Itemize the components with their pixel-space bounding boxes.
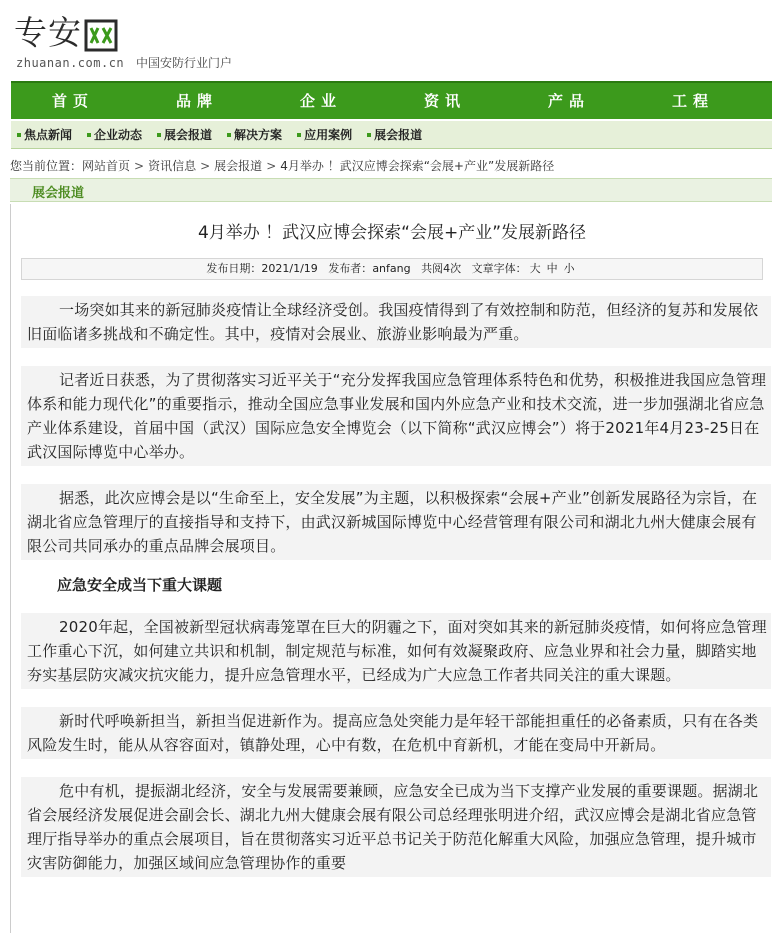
section-header <box>10 178 772 202</box>
bullet-icon <box>367 133 371 137</box>
author-label: 发布者： <box>328 262 373 275</box>
logo-net-glyph <box>84 19 118 52</box>
tagline-text: 中国安防行业门户 <box>135 56 232 70</box>
bullet-icon <box>87 133 91 137</box>
paragraph: 2020年起，全国被新型冠状病毒笼罩在巨大的阴霾之下，面对突如其来的新冠肺炎疫情，如何将应急管理工作重心下沉，如何建立共识和机制，制定规范与标准，如何有效凝聚政府、应急业界和社会力量，脚踏实地夯实基层防灾减灾抗灾能力，提升应急管理水平，已经成为广大应急工作者共同关注的重大课题。 <box>21 613 771 689</box>
article-title: 4月举办 ！武汉应博会探索“会展+产业”发展新路径 <box>197 223 587 243</box>
breadcrumb <box>10 157 554 174</box>
paragraph: 一场突如其来的新冠肺炎疫情让全球经济受创。我国疫情得到了有效控制和防范，但经济的复苏和发展依旧面临诸多挑战和不确定性。其中，疫情对会展业、旅游业影响最为严重。 <box>21 296 771 348</box>
main-nav <box>11 81 772 119</box>
font-size-label: 文章字体： <box>471 262 527 275</box>
article-body <box>21 296 771 895</box>
breadcrumb-separator-icon: > <box>134 159 145 173</box>
bullet-icon <box>227 133 231 137</box>
breadcrumb-separator-icon: > <box>200 159 211 173</box>
sub-nav <box>11 121 772 149</box>
site-tagline <box>16 54 232 71</box>
subnav-expo-reports[interactable]: 展会报道 <box>157 126 212 143</box>
paragraph: 危中有机，提振湖北经济，安全与发展需要兼顾，应急安全已成为当下支撑产业发展的重要课题。据湖北省会展经济发展促进会副会长、湖北九州大健康会展有限公司总经理张明进介绍，武汉应博会是湖北省应急管理厅指导举办的重点会展项目，旨在贯彻落实习近平总书记关于防范化解重大风险，加强应急管理，提升城市灾害防御能力，加强区域间应急管理协作的重要 <box>21 777 771 877</box>
nav-enterprise[interactable]: 企业 <box>299 92 342 110</box>
subnav-expo-reports-2[interactable]: 展会报道 <box>367 126 422 143</box>
bullet-icon <box>157 133 161 137</box>
article-meta <box>21 258 763 280</box>
site-url: zhuanan.com.cn <box>16 56 125 70</box>
breadcrumb-current[interactable]: 4月举办 ！武汉应博会探索“会展+产业”发展新路径 <box>280 159 555 173</box>
date-label: 发布日期： <box>206 262 262 275</box>
font-size-medium[interactable]: 中 <box>546 262 558 275</box>
subnav-cases[interactable]: 应用案例 <box>297 126 352 143</box>
nav-projects[interactable]: 工程 <box>671 92 714 110</box>
article <box>10 204 772 933</box>
logo-text: 专安 <box>14 13 82 52</box>
breadcrumb-expo[interactable]: 展会报道 <box>214 159 263 173</box>
nav-products[interactable]: 产品 <box>547 92 590 110</box>
view-count: 共阅4次 <box>421 262 462 275</box>
bullet-icon <box>297 133 301 137</box>
author-name: anfang <box>372 262 411 275</box>
breadcrumb-separator-icon: > <box>266 159 277 173</box>
breadcrumb-prefix: 您当前位置： <box>10 159 83 173</box>
breadcrumb-home[interactable]: 网站首页 <box>82 159 131 173</box>
subnav-company-news[interactable]: 企业动态 <box>87 126 142 143</box>
font-size-large[interactable]: 大 <box>529 262 541 275</box>
bullet-icon <box>17 133 21 137</box>
nav-home[interactable]: 首页 <box>51 92 94 110</box>
site-logo[interactable] <box>14 14 118 54</box>
section-subheading: 应急安全成当下重大课题 <box>57 576 223 594</box>
subnav-focus-news[interactable]: 焦点新闻 <box>17 126 72 143</box>
section-label: 展会报道 <box>32 186 85 201</box>
subnav-solutions[interactable]: 解决方案 <box>227 126 282 143</box>
nav-brand[interactable]: 品牌 <box>175 92 218 110</box>
nav-news[interactable]: 资讯 <box>423 92 466 110</box>
paragraph: 据悉，此次应博会是以“生命至上，安全发展”为主题，以积极探索“会展+产业”创新发展路径为宗旨，在湖北省应急管理厅的直接指导和支持下，由武汉新城国际博览中心经营管理有限公司和湖北九州大健康会展有限公司共同承办的重点品牌会展项目。 <box>21 484 771 560</box>
publish-date: 2021/1/19 <box>261 262 318 275</box>
paragraph: 记者近日获悉，为了贯彻落实习近平关于“充分发挥我国应急管理体系特色和优势，积极推进我国应急管理体系和能力现代化”的重要指示，推动全国应急事业发展和国内外应急产业和技术交流，进一步加强湖北省应急产业体系建设，首届中国（武汉）国际应急安全博览会（以下简称“武汉应博会”）将于2021年4月23-25日在武汉国际博览中心举办。 <box>21 366 771 466</box>
paragraph: 新时代呼唤新担当，新担当促进新作为。提高应急处突能力是年轻干部能担重任的必备素质，只有在各类风险发生时，能从从容容面对，镇静处理，心中有数，在危机中育新机，才能在变局中开新局。 <box>21 707 771 759</box>
breadcrumb-news[interactable]: 资讯信息 <box>148 159 197 173</box>
font-size-small[interactable]: 小 <box>563 262 575 275</box>
